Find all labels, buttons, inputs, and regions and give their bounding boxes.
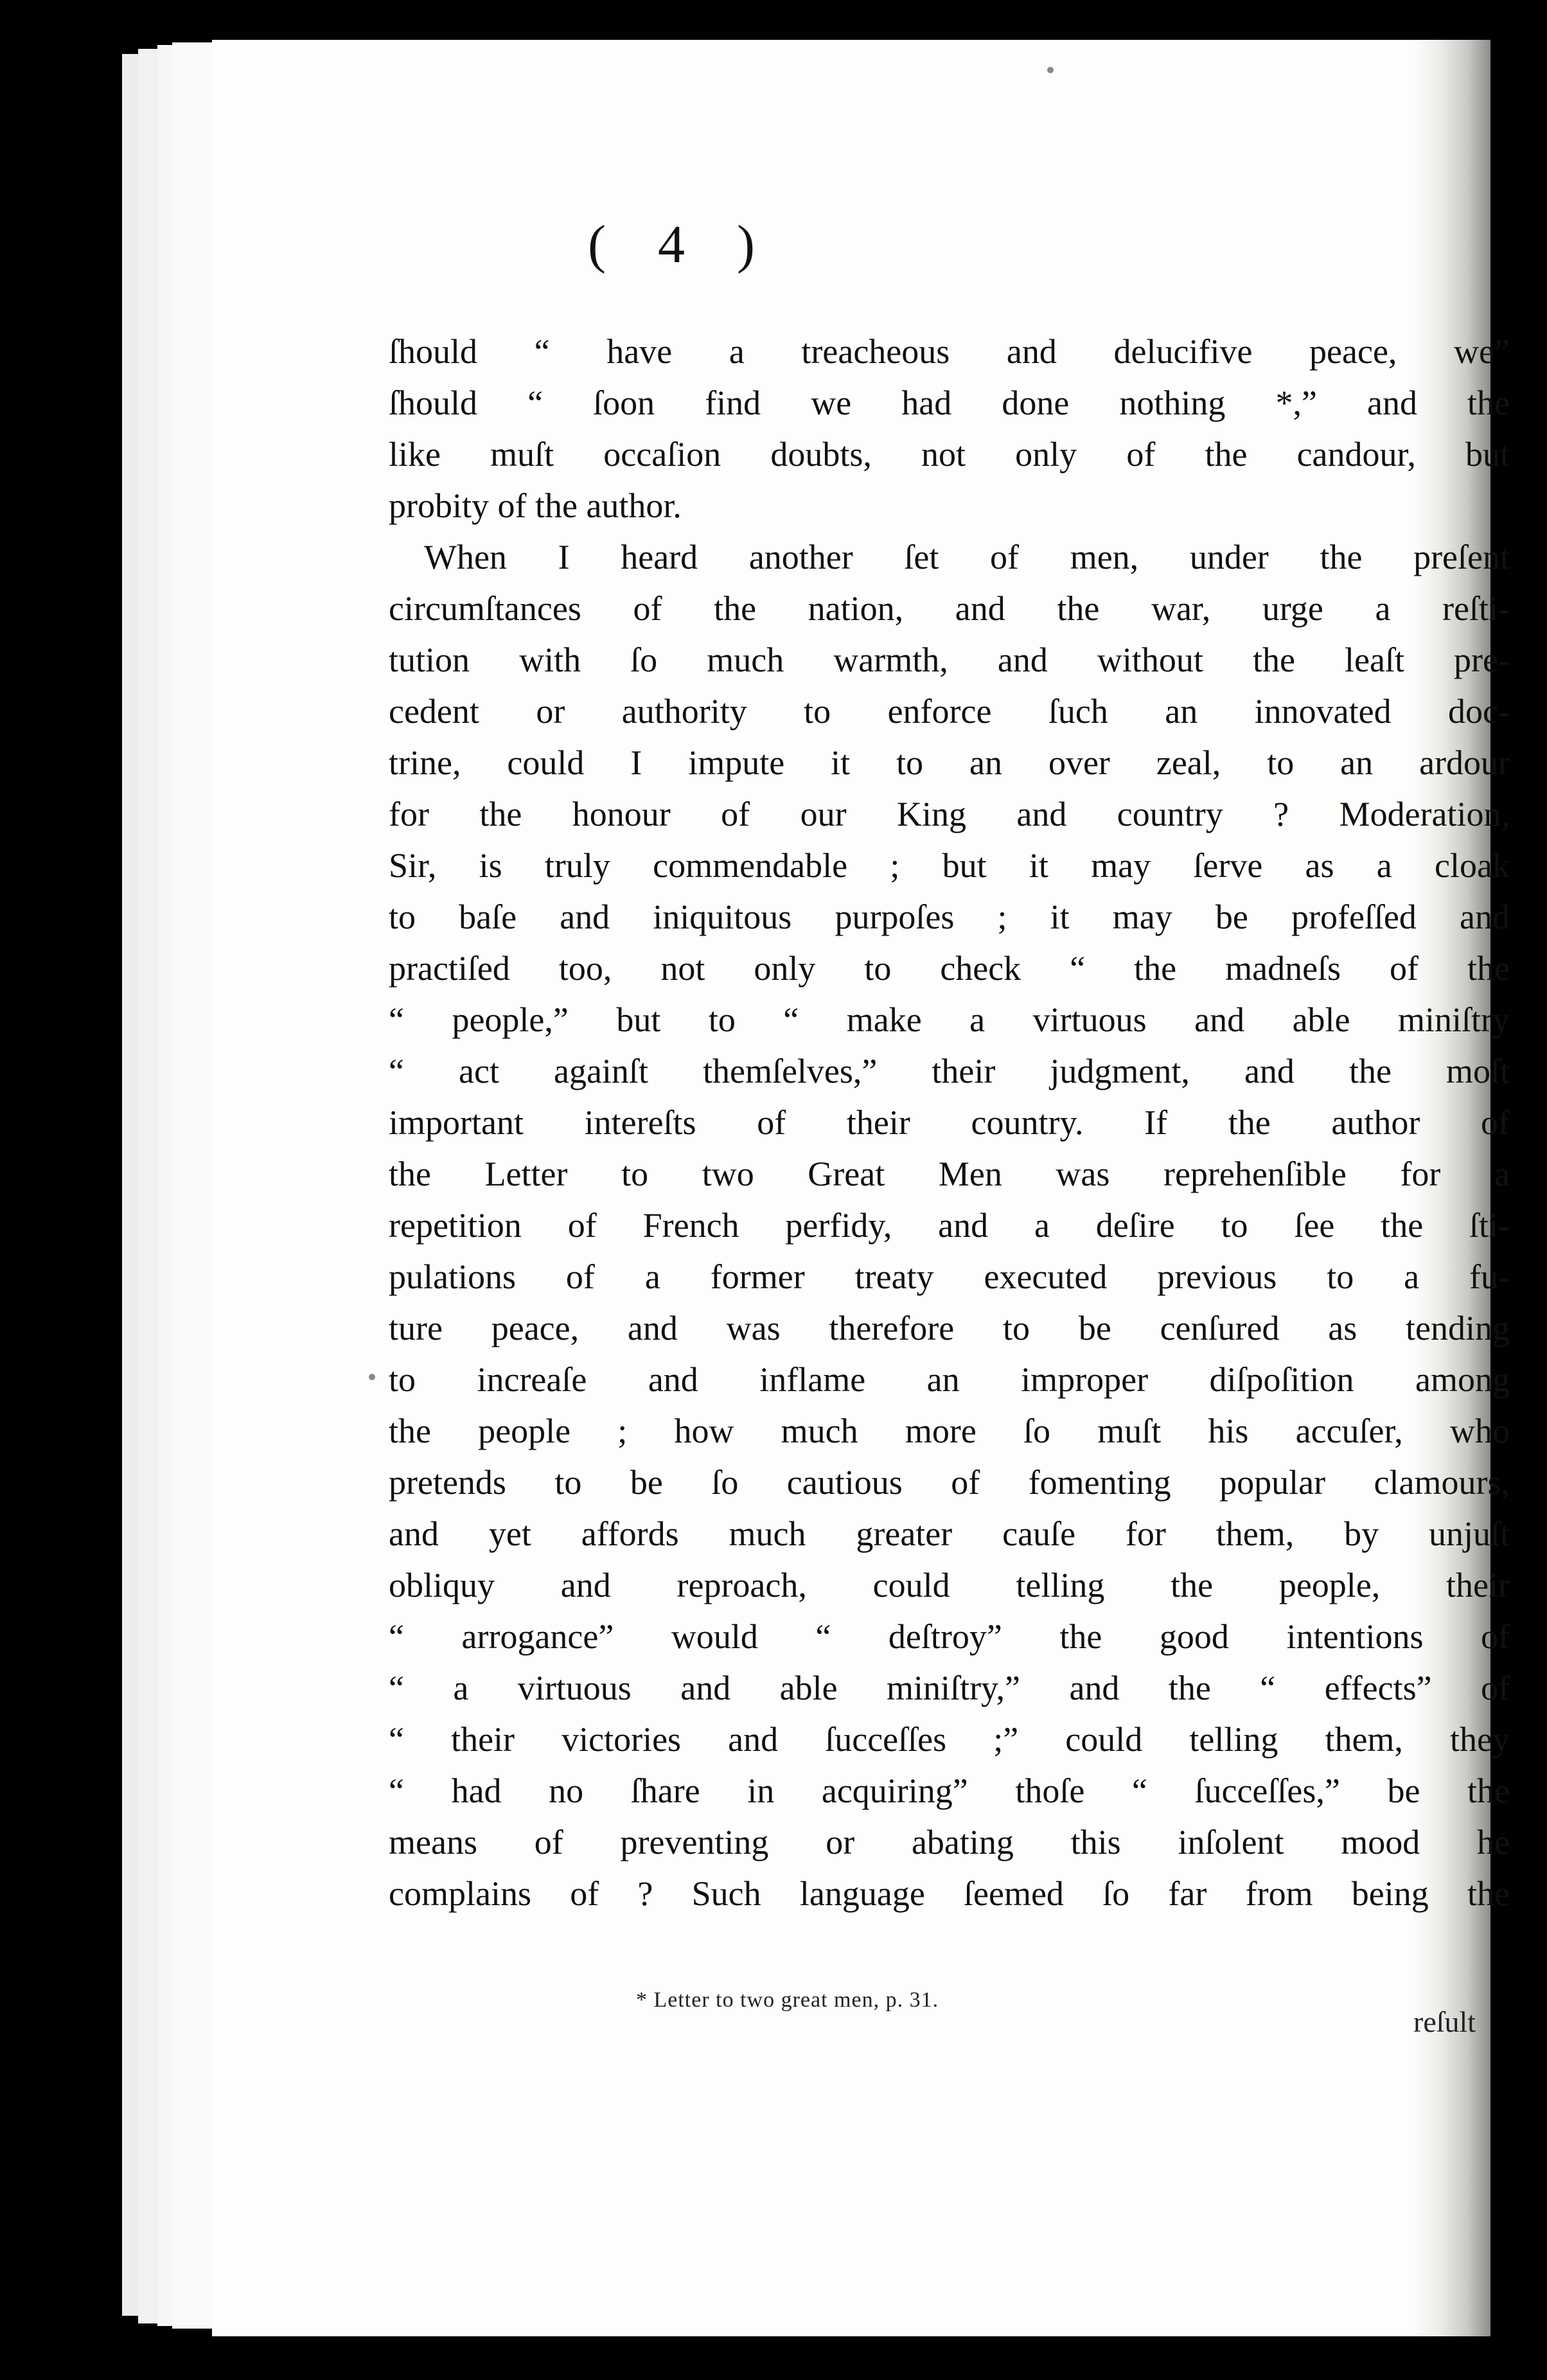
text-line: tution with ſo much warmth, and without the leaſt pre- [389,641,1510,679]
text-line: to increaſe and inflame an improper diſpoſition among [389,1360,1510,1399]
text-line: trine, could I impute it to an over zeal, to an ardour [389,743,1510,782]
text-line: practiſed too, not only to check “ the madneſs of the [389,949,1510,988]
catchword: reſult [1413,2005,1476,2038]
page-number: ( 4 ) [588,215,774,274]
text-line: Sir, is truly commendable ; but it may ſerve as a cloak [389,846,1510,885]
text-line: for the honour of our King and country ? Moderation, [389,795,1510,833]
text-line: circumſtances of the nation, and the war, urge a reſti- [389,589,1510,628]
text-line: to baſe and iniquitous purpoſes ; it may be profeſſed and [389,898,1510,936]
text-line: “ had no ſhare in acquiring” thoſe “ ſucceſſes,” be the [389,1772,1510,1810]
book-page [212,40,1510,2336]
text-line: ture peace, and was therefore to be cenſured as tending [389,1309,1510,1347]
text-line: “ act againſt themſelves,” their judgment, and the moſt [389,1052,1510,1090]
text-line: When I heard another ſet of men, under the preſent [424,538,1510,576]
text-line: the Letter to two Great Men was reprehenſible for a [389,1155,1510,1193]
text-line: the people ; how much more ſo muſt his accuſer, who [389,1412,1510,1450]
text-line: “ their victories and ſucceſſes ;” could telling them, they [389,1720,1510,1759]
text-line: “ a virtuous and able miniſtry,” and the “ effects” of [389,1669,1510,1707]
text-line: and yet affords much greater cauſe for them, by unjuſt [389,1514,1510,1553]
text-line: important intereſts of their country. If the author of [389,1103,1510,1142]
paper-speck [369,1374,375,1380]
body-text [389,326,1510,1919]
text-line: like muſt occaſion doubts, not only of the candour, but [389,435,1510,474]
text-line: ſhould “ have a treacheous and delucifive peace, we” [389,332,1510,371]
text-line: “ people,” but to “ make a virtuous and able miniſtry [389,1000,1510,1039]
footnote: * Letter to two great men, p. 31. [636,1988,939,2012]
paper-speck [1047,67,1054,73]
text-line: pretends to be ſo cautious of fomenting popular clamours, [389,1463,1510,1502]
text-line: ſhould “ ſoon find we had done nothing *,” and the [389,384,1510,422]
text-line: probity of the author. [389,486,682,525]
text-line: obliquy and reproach, could telling the people, their [389,1566,1510,1604]
text-line: means of preventing or abating this inſolent mood he [389,1823,1510,1861]
text-line: “ arrogance” would “ deſtroy” the good intentions of [389,1617,1510,1656]
text-line: cedent or authority to enforce ſuch an innovated doc- [389,692,1510,731]
text-line: pulations of a former treaty executed previous to a fu- [389,1257,1510,1296]
text-line: complains of ? Such language ſeemed ſo far from being the [389,1874,1510,1913]
text-line: repetition of French perfidy, and a deſire to ſee the ſti- [389,1206,1510,1245]
